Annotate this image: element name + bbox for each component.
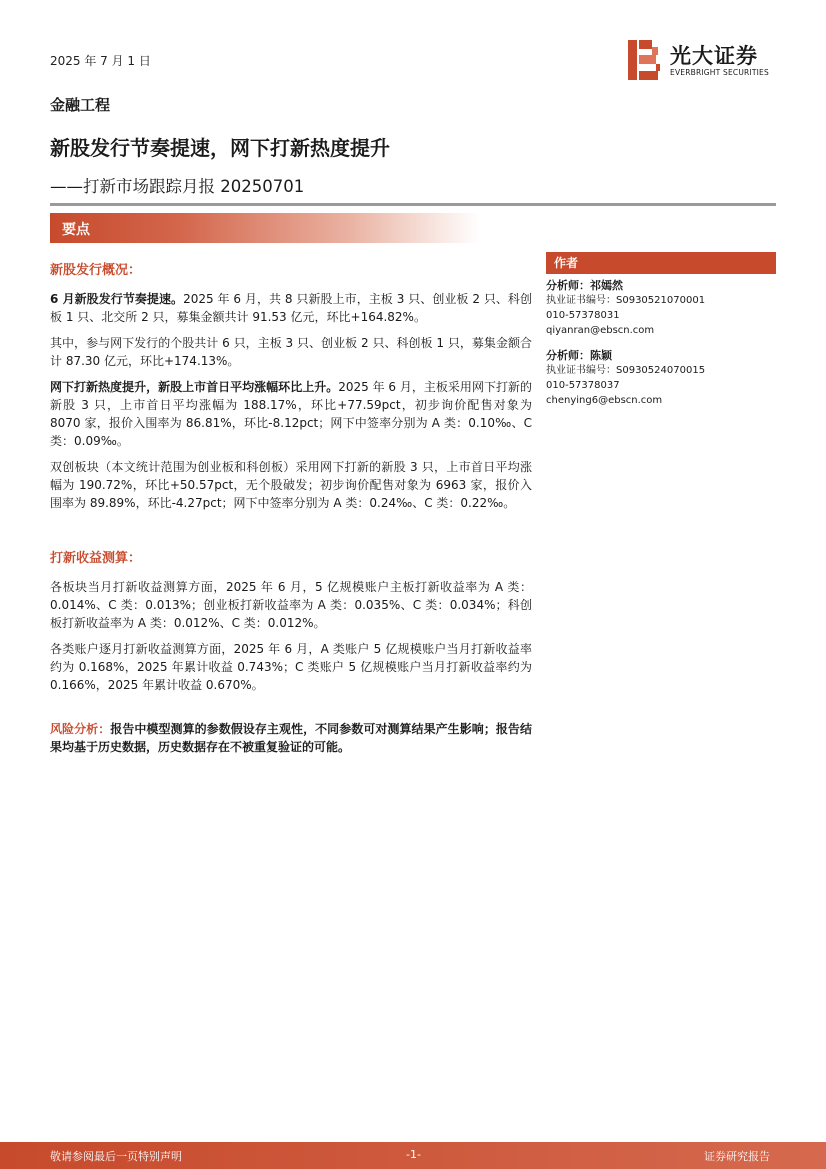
report-title: 新股发行节奏提速，网下打新热度提升 [50,136,390,160]
paragraph-3 [50,378,532,450]
page-footer [0,1142,826,1169]
analyst-cert: 执业证书编号：S0930521070001 [546,295,706,306]
logo-subtitle: EVERBRIGHT SECURITIES [670,68,769,77]
paragraph-5: 各板块当月打新收益测算方面，2025 年 6 月，5 亿规模账户主板打新收益率为 A 类：0.014%、C 类：0.013%；创业板打新收益率为 A 类：0.035%、C 类：0.034%；科创板打新收益率为 A 类：0.012%、C 类：0.012%。 [50,580,532,630]
paragraph-4: 双创板块（本文统计范围为创业板和科创板）采用网下打新的新股 3 只，上市首日平均涨幅为 190.72%，环比+50.57pct，无个股破发；初步询价配售对象为 6963 家，报价入围率为 89.89%，环比-4.27pct；网下中签率分别为 A 类：0.24‰、C 类：0.22‰。 [50,460,532,510]
author-heading: 作者 [546,252,776,274]
logo-name: 光大证券 [670,44,758,68]
analyst-name: 分析师：陈颖 [546,349,612,362]
analyst-block [546,348,776,408]
paragraph-1-text: 2025 年 6 月，共 8 只新股上市，主板 3 只、创业板 2 只、科创板 1 只、北交所 2 只，募集金额共计 91.53 亿元，环比+164.82%。 [50,292,532,324]
analyst-phone: 010-57378037 [546,380,620,391]
analyst-cert: 执业证书编号：S0930524070015 [546,365,706,376]
footer-disclaimer[interactable]: 敬请参阅最后一页特别声明 [50,1150,182,1163]
footer-report-type: 证券研究报告 [704,1150,770,1163]
paragraph-1 [50,290,532,326]
keypoints-label: 要点 [62,222,90,238]
report-date: 2025 年 7 月 1 日 [50,54,151,68]
analyst-email[interactable]: chenying6@ebscn.com [546,395,663,406]
analyst-phone: 010-57378031 [546,310,620,321]
analyst-email[interactable]: qiyanran@ebscn.com [546,325,655,336]
risk-label: 风险分析： [50,722,111,736]
risk-text: 报告中模型测算的参数假设存主观性，不同参数可对测算结果产生影响；报告结果均基于历史数据，历史数据存在不被重复验证的可能。 [50,722,532,754]
paragraph-2: 其中，参与网下发行的个股共计 6 只，主板 3 只、创业板 2 只、科创板 1 只，募集金额合计 87.30 亿元，环比+174.13%。 [50,336,532,368]
paragraph-3-lead: 网下打新热度提升，新股上市首日平均涨幅环比上升。 [50,380,339,394]
section-heading-issuance: 新股发行概况： [50,263,142,278]
paragraph-1-lead: 6 月新股发行节奏提速。 [50,292,184,306]
analyst-block [546,278,776,338]
analyst-name: 分析师：祁嫣然 [546,279,623,292]
section-heading-returns: 打新收益测算： [50,551,142,566]
page-number: -1- [406,1148,421,1161]
main-content [50,262,532,764]
keypoints-banner [50,213,480,243]
paragraph-3-text: 2025 年 6 月，主板采用网下打新的新股 3 只，上市首日平均涨幅为 188.17%，环比+77.59pct，初步询价配售对象为 8070 家，报价入围率为 86.81%，环比-8.12pct；网下中签率分别为 A 类：0.10‰、C 类：0.09‰。 [50,380,532,448]
author-sidebar [546,252,776,408]
report-category: 金融工程 [50,96,111,114]
header-divider [50,203,776,206]
report-subtitle: ——打新市场跟踪月报 20250701 [50,177,305,196]
paragraph-6: 各类账户逐月打新收益测算方面，2025 年 6 月，A 类账户 5 亿规模账户当月打新收益率约为 0.168%，2025 年累计收益 0.743%；C 类账户 5 亿规模账户当月打新收益率约为 0.166%，2025 年累计收益 0.670%。 [50,642,532,692]
risk-paragraph [50,720,532,756]
company-logo [626,38,776,82]
everbright-logo-icon [626,38,662,82]
